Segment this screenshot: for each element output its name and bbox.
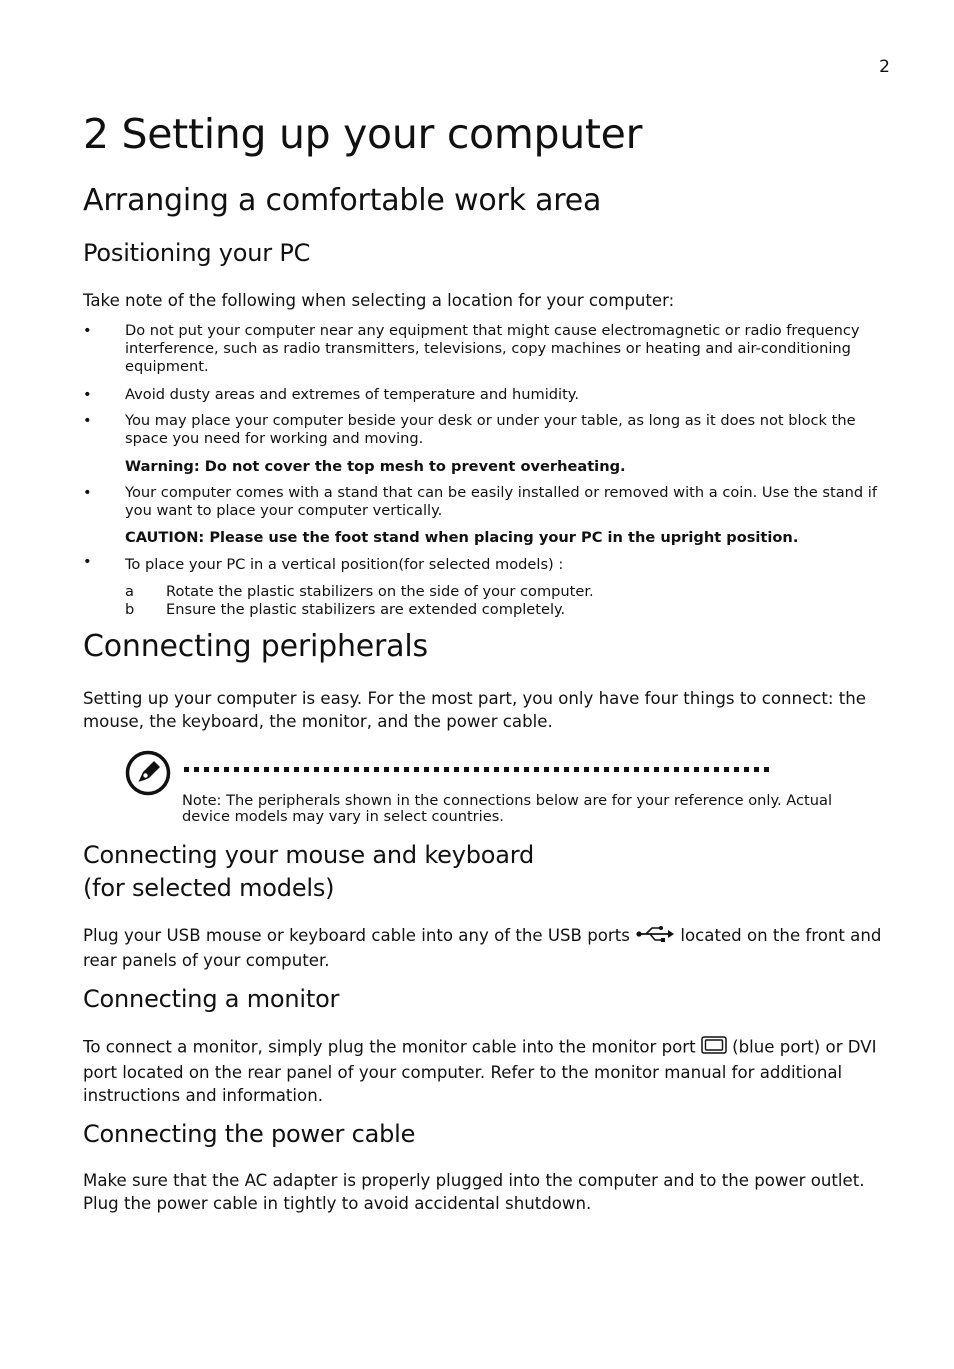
step-text: Rotate the plastic stabilizers on the side of your computer. xyxy=(166,583,594,600)
note-body: The peripherals shown in the connections below are for your reference only. Actual device models may vary in select countries. xyxy=(182,792,833,825)
power-text: Make sure that the AC adapter is properly plugged into the computer and to the power outlet. Plug the power cable in tightly to avoid accidental shutdown. xyxy=(83,1171,865,1213)
step-marker: a xyxy=(125,583,134,600)
step-item xyxy=(125,583,594,601)
positioning-intro: Take note of the following when selecting a location for your computer: xyxy=(83,291,675,310)
list-item xyxy=(83,322,893,376)
subsection-title-positioning: Positioning your PC xyxy=(83,239,311,267)
bullet-text: Your computer comes with a stand that can be easily installed or removed with a coin. Use the stand if you want to place your computer vertically. xyxy=(125,484,877,519)
usb-icon xyxy=(635,925,675,949)
title-line: (for selected models) xyxy=(83,874,335,902)
step-marker: b xyxy=(125,601,135,618)
text-part: To connect a monitor, simply plug the monitor cable into the monitor port xyxy=(83,1037,701,1057)
monitor-text xyxy=(83,1035,893,1107)
bullet-text: Avoid dusty areas and extremes of temperature and humidity. xyxy=(125,386,579,403)
bullet-text: Do not put your computer near any equipment that might cause electromagnetic or radio frequency interference, such as radio transmitters, televisions, copy machines or heating and air-conditioning equipment. xyxy=(125,322,860,375)
peripherals-intro: Setting up your computer is easy. For the most part, you only have four things to connect: the mouse, the keyboard, the monitor, and the power cable. xyxy=(83,689,867,731)
subsection-title-power: Connecting the power cable xyxy=(83,1120,416,1148)
subsection-title-monitor: Connecting a monitor xyxy=(83,985,340,1013)
bullet-marker: • xyxy=(83,412,92,429)
text-part: (blue port) or DVI port located on the rear panel of your computer. Refer to the monitor manual for additional instructions and information. xyxy=(83,1037,877,1105)
mouse-keyboard-text xyxy=(83,924,893,972)
section-title-peripherals: Connecting peripherals xyxy=(83,629,428,664)
step-text: Ensure the plastic stabilizers are extended completely. xyxy=(166,601,566,618)
list-item xyxy=(83,484,893,520)
list-item xyxy=(83,386,893,404)
page-number: 2 xyxy=(879,57,890,77)
chapter-title: 2 Setting up your computer xyxy=(83,110,643,158)
note-pen-icon xyxy=(125,750,171,796)
title-line: Connecting your mouse and keyboard xyxy=(83,841,535,869)
bullet-marker: • xyxy=(83,386,92,403)
bullet-text: To place your PC in a vertical position(for selected models) : xyxy=(125,556,564,573)
step-item xyxy=(125,601,565,619)
bullet-marker: • xyxy=(83,322,92,339)
subsection-title-mouse-keyboard xyxy=(83,839,534,905)
list-item xyxy=(83,412,893,448)
bullet-marker: • xyxy=(83,484,92,501)
warning-note: Warning: Do not cover the top mesh to prevent overheating. xyxy=(125,458,626,475)
note-divider xyxy=(184,767,772,772)
text-part: Plug your USB mouse or keyboard cable into any of the USB ports xyxy=(83,926,636,945)
note-label: Note: xyxy=(182,792,222,809)
note-text xyxy=(182,793,872,825)
bullet-text: You may place your computer beside your desk or under your table, as long as it does not block the space you need for working and moving. xyxy=(125,412,856,447)
list-item xyxy=(83,553,893,574)
section-title-work-area: Arranging a comfortable work area xyxy=(83,183,602,218)
text-part: located on the front and rear panels of your computer. xyxy=(83,926,882,970)
bullet-marker: • xyxy=(83,553,92,570)
monitor-port-icon xyxy=(701,1035,727,1061)
caution-note: CAUTION: Please use the foot stand when placing your PC in the upright position. xyxy=(125,529,799,546)
